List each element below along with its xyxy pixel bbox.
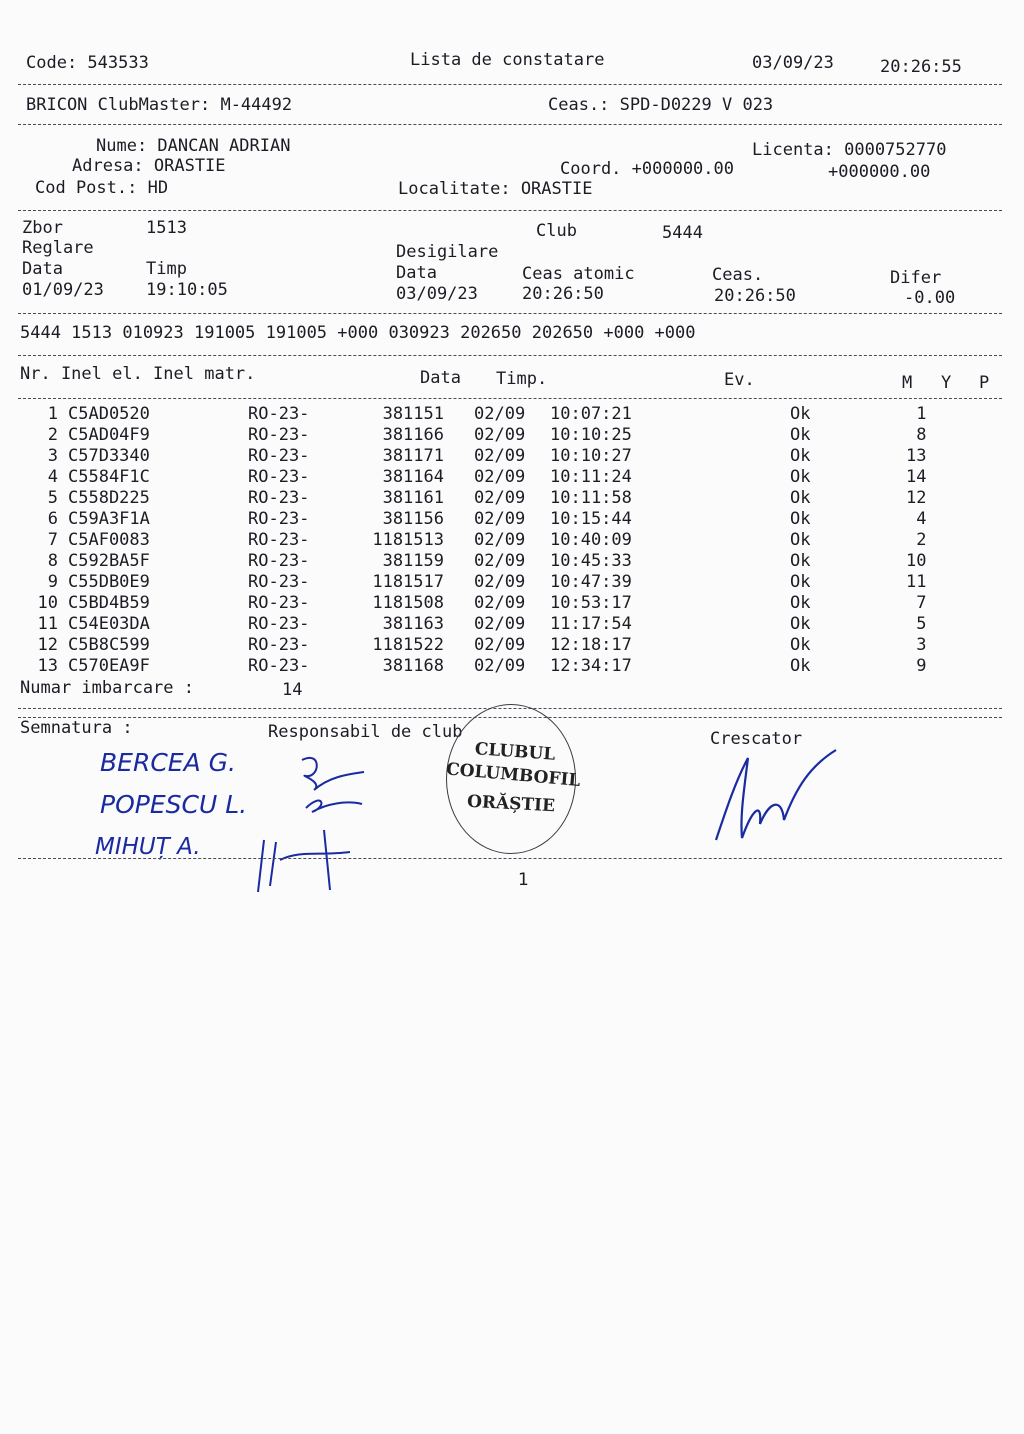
electronic-ring: C592BA5F: [68, 551, 150, 571]
ring-number: 381151: [382, 404, 444, 424]
ring-prefix: RO-23-: [248, 593, 310, 613]
ring-prefix: RO-23-: [248, 614, 310, 634]
event-status: Ok: [790, 467, 811, 487]
rank-value: 12: [906, 488, 927, 508]
arrival-date: 02/09: [474, 593, 526, 613]
club-label: Club: [536, 221, 577, 241]
ring-number: 1181508: [372, 593, 444, 613]
rank-value: 9: [916, 656, 927, 676]
ring-number: 381156: [382, 509, 444, 529]
event-status: Ok: [790, 530, 811, 550]
ring-prefix: RO-23-: [248, 551, 310, 571]
row-number: 3: [47, 446, 58, 466]
desig-date: 03/09/23: [396, 284, 478, 304]
event-status: Ok: [790, 404, 811, 424]
handwritten-signature-marks: [240, 730, 380, 900]
rank-value: 2: [916, 530, 927, 550]
arrival-time: 10:10:25: [550, 425, 632, 445]
ring-number: 1181517: [372, 572, 444, 592]
ring-number: 1181513: [372, 530, 444, 550]
ring-prefix: RO-23-: [248, 467, 310, 487]
clock-label: Ceas.: SPD-D0229 V 023: [548, 95, 774, 115]
stamp-line-3: ORĂȘTIE: [466, 791, 556, 817]
col-header-timp: Timp.: [496, 369, 548, 389]
row-number: 10: [37, 593, 58, 613]
ceas-atomic-label: Ceas atomic: [522, 264, 635, 284]
ring-number: 381163: [382, 614, 444, 634]
table-row: [22, 656, 926, 677]
arrival-date: 02/09: [474, 656, 526, 676]
electronic-ring: C59A3F1A: [68, 509, 150, 529]
table-row: [22, 530, 926, 551]
arrival-time: 11:17:54: [550, 614, 632, 634]
ring-prefix: RO-23-: [248, 509, 310, 529]
divider: [18, 313, 1002, 314]
event-status: Ok: [790, 635, 811, 655]
owner-coord-2: +000000.00: [828, 162, 931, 182]
row-number: 1: [47, 404, 58, 424]
arrival-time: 10:15:44: [550, 509, 632, 529]
arrival-date: 02/09: [474, 572, 526, 592]
event-status: Ok: [790, 593, 811, 613]
ring-prefix: RO-23-: [248, 656, 310, 676]
event-status: Ok: [790, 614, 811, 634]
arrival-time: 12:34:17: [550, 656, 632, 676]
row-number: 13: [37, 656, 58, 676]
arrival-time: 10:07:21: [550, 404, 632, 424]
header-date: 03/09/23: [752, 53, 834, 73]
document-title: Lista de constatare: [410, 50, 605, 70]
col-header-data: Data: [420, 368, 461, 388]
electronic-ring: C5BD4B59: [68, 593, 150, 613]
ring-prefix: RO-23-: [248, 530, 310, 550]
row-number: 9: [47, 572, 58, 592]
arrival-time: 10:11:24: [550, 467, 632, 487]
difer-label: Difer: [890, 268, 942, 288]
col-header-p: P: [979, 373, 990, 393]
semnatura-label: Semnatura :: [20, 718, 133, 738]
ring-number: 381171: [382, 446, 444, 466]
crescator-signature: [700, 740, 850, 850]
event-status: Ok: [790, 551, 811, 571]
event-status: Ok: [790, 572, 811, 592]
reglare-date: 01/09/23: [22, 280, 104, 300]
desig-data-label: Data: [396, 263, 437, 283]
col-header-ev: Ev.: [724, 370, 755, 390]
desig-clock-time: 20:26:50: [714, 286, 796, 306]
electronic-ring: C570EA9F: [68, 656, 150, 676]
arrival-time: 12:18:17: [550, 635, 632, 655]
ring-prefix: RO-23-: [248, 425, 310, 445]
rank-value: 14: [906, 467, 927, 487]
electronic-ring: C5AF0083: [68, 530, 150, 550]
divider: [18, 355, 1002, 356]
desigilare-label: Desigilare: [396, 242, 499, 262]
reglare-label: Reglare: [22, 238, 94, 258]
table-row: [22, 467, 926, 488]
table-row: [22, 509, 926, 530]
reglare-timp-label: Timp: [146, 259, 187, 279]
rank-value: 10: [906, 551, 927, 571]
ring-number: 381168: [382, 656, 444, 676]
ring-number: 381161: [382, 488, 444, 508]
table-row: [22, 614, 926, 635]
electronic-ring: C54E03DA: [68, 614, 150, 634]
code-label: Code: 543533: [26, 53, 149, 73]
row-number: 7: [47, 530, 58, 550]
table-row: [22, 488, 926, 509]
electronic-ring: C5AD0520: [68, 404, 150, 424]
event-status: Ok: [790, 446, 811, 466]
arrival-date: 02/09: [474, 404, 526, 424]
rank-value: 11: [906, 572, 927, 592]
table-row: [22, 572, 926, 593]
rank-value: 3: [916, 635, 927, 655]
ring-number: 381159: [382, 551, 444, 571]
arrival-time: 10:10:27: [550, 446, 632, 466]
arrival-time: 10:45:33: [550, 551, 632, 571]
electronic-ring: C57D3340: [68, 446, 150, 466]
stamp-line-2: COLUMBOFIL: [445, 759, 582, 792]
table-row: [22, 425, 926, 446]
arrival-time: 10:11:58: [550, 488, 632, 508]
rank-value: 1: [916, 404, 927, 424]
col-header-y: Y: [941, 373, 952, 393]
row-number: 8: [47, 551, 58, 571]
flight-code-line: 5444 1513 010923 191005 191005 +000 030923 202650 202650 +000 +000: [20, 323, 696, 343]
crescator-label: Crescator: [710, 729, 803, 749]
row-number: 5: [47, 488, 58, 508]
row-number: 12: [37, 635, 58, 655]
divider: [18, 210, 1002, 211]
row-number: 4: [47, 467, 58, 487]
page-number: 1: [518, 870, 529, 890]
col-header-rings: Nr. Inel el. Inel matr.: [20, 364, 256, 384]
event-status: Ok: [790, 656, 811, 676]
owner-locality: Localitate: ORASTIE: [398, 179, 593, 199]
row-number: 2: [47, 425, 58, 445]
embark-label: Numar imbarcare :: [20, 678, 194, 698]
divider: [18, 124, 1002, 125]
owner-name: Nume: DANCAN ADRIAN: [96, 136, 291, 156]
club-value: 5444: [662, 223, 703, 243]
reglare-time: 19:10:05: [146, 280, 228, 300]
electronic-ring: C558D225: [68, 488, 150, 508]
col-header-m: M: [902, 373, 913, 393]
owner-postcode: Cod Post.: HD: [35, 178, 169, 198]
row-number: 11: [37, 614, 58, 634]
header-time: 20:26:55: [880, 57, 962, 77]
arrivals-table: [22, 404, 926, 677]
event-status: Ok: [790, 488, 811, 508]
ring-prefix: RO-23-: [248, 488, 310, 508]
divider: [18, 84, 1002, 85]
row-number: 6: [47, 509, 58, 529]
arrival-date: 02/09: [474, 530, 526, 550]
reglare-data-label: Data: [22, 259, 63, 279]
arrival-date: 02/09: [474, 446, 526, 466]
arrival-date: 02/09: [474, 488, 526, 508]
ring-number: 1181522: [372, 635, 444, 655]
arrival-date: 02/09: [474, 425, 526, 445]
desig-atomic-time: 20:26:50: [522, 284, 604, 304]
zbor-value: 1513: [146, 218, 187, 238]
arrival-date: 02/09: [474, 551, 526, 571]
system-label: BRICON ClubMaster: M-44492: [26, 95, 293, 115]
arrival-date: 02/09: [474, 509, 526, 529]
arrival-date: 02/09: [474, 635, 526, 655]
arrival-time: 10:40:09: [550, 530, 632, 550]
rank-value: 5: [916, 614, 927, 634]
ring-number: 381164: [382, 467, 444, 487]
owner-license: Licenta: 0000752770: [752, 140, 947, 160]
table-row: [22, 551, 926, 572]
ring-prefix: RO-23-: [248, 446, 310, 466]
ceas-label: Ceas.: [712, 265, 764, 285]
rank-value: 13: [906, 446, 927, 466]
rank-value: 7: [916, 593, 927, 613]
divider: [18, 398, 1002, 399]
electronic-ring: C55DB0E9: [68, 572, 150, 592]
table-row: [22, 593, 926, 614]
arrival-time: 10:53:17: [550, 593, 632, 613]
embark-value: 14: [282, 680, 303, 700]
stamp-line-1: CLUBUL: [474, 739, 556, 765]
electronic-ring: C5584F1C: [68, 467, 150, 487]
table-row: [22, 404, 926, 425]
ring-prefix: RO-23-: [248, 404, 310, 424]
event-status: Ok: [790, 509, 811, 529]
rank-value: 8: [916, 425, 927, 445]
ring-prefix: RO-23-: [248, 635, 310, 655]
signature-popescu: POPESCU L.: [100, 790, 248, 819]
divider: [18, 858, 1002, 859]
responsabil-label: Responsabil de club: [268, 722, 463, 742]
arrival-time: 10:47:39: [550, 572, 632, 592]
event-status: Ok: [790, 425, 811, 445]
table-row: [22, 446, 926, 467]
arrival-date: 02/09: [474, 467, 526, 487]
difer-value: -0.00: [904, 288, 956, 308]
zbor-label: Zbor: [22, 218, 63, 238]
signature-bercea: BERCEA G.: [100, 748, 236, 777]
electronic-ring: C5B8C599: [68, 635, 150, 655]
ring-number: 381166: [382, 425, 444, 445]
signature-mihut: MIHUȚ A.: [95, 834, 201, 860]
arrival-date: 02/09: [474, 614, 526, 634]
rank-value: 4: [916, 509, 927, 529]
electronic-ring: C5AD04F9: [68, 425, 150, 445]
ring-prefix: RO-23-: [248, 572, 310, 592]
table-row: [22, 635, 926, 656]
owner-coord: Coord. +000000.00: [560, 159, 734, 179]
owner-address: Adresa: ORASTIE: [72, 156, 226, 176]
